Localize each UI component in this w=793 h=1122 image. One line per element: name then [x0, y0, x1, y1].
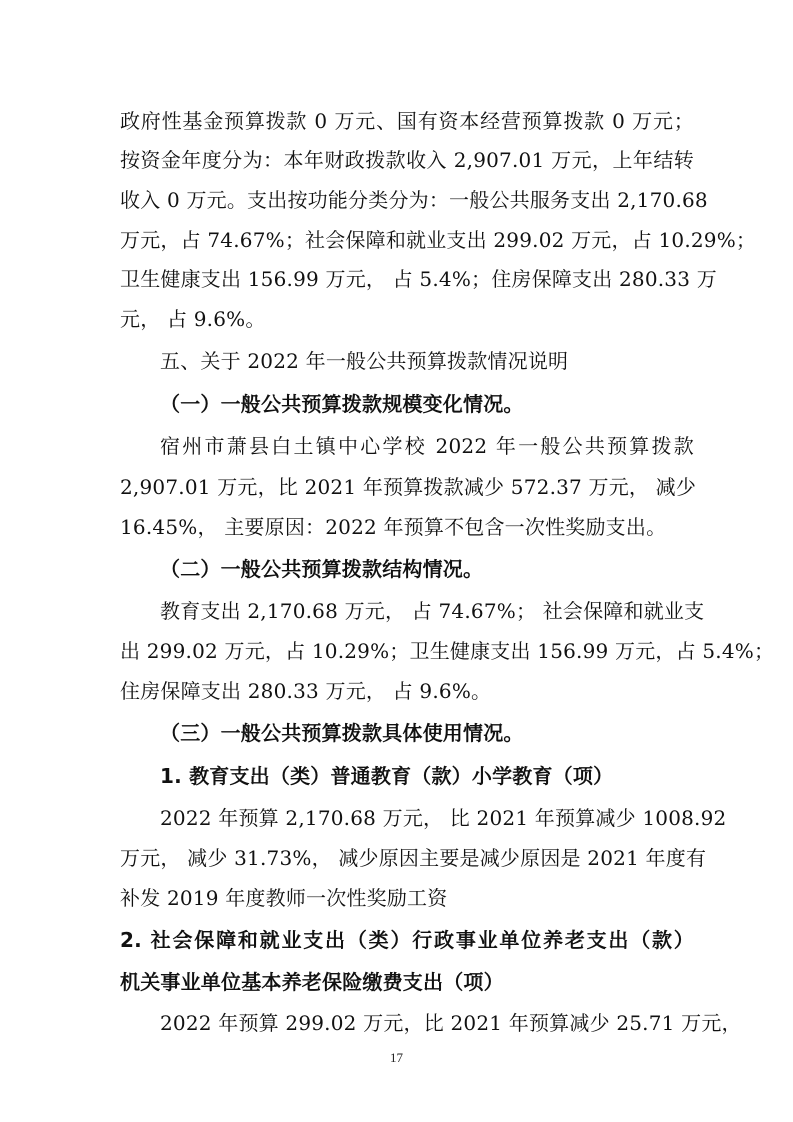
page-number: 17	[390, 1050, 403, 1065]
body-line: 卫生健康支出 156.99 万元， 占 5.4%；住房保障支出 280.33 万	[120, 267, 717, 291]
item-heading: 2. 社会保障和就业支出（类）行政事业单位养老支出（款）	[120, 928, 694, 952]
subsection-heading: （三）一般公共预算拨款具体使用情况。	[160, 721, 524, 745]
body-line: 补发 2019 年度教师一次性奖励工资	[120, 886, 448, 910]
body-line: 16.45%， 主要原因：2022 年预算不包含一次性奖励支出。	[120, 515, 667, 539]
subsection-heading: （一）一般公共预算拨款规模变化情况。	[160, 392, 524, 416]
item-heading: 1. 教育支出（类）普通教育（款）小学教育（项）	[160, 764, 614, 788]
body-line: 元， 占 9.6%。	[120, 307, 266, 331]
subsection-heading: （二）一般公共预算拨款结构情况。	[160, 557, 484, 581]
body-line: 2022 年预算 299.02 万元，比 2021 年预算减少 25.71 万元，	[160, 1011, 742, 1035]
body-line: 出 299.02 万元，占 10.29%；卫生健康支出 156.99 万元，占 5.4%；	[120, 639, 775, 663]
section-heading: 五、关于 2022 年一般公共预算拨款情况说明	[160, 349, 569, 373]
body-line: 政府性基金预算拨款 0 万元、国有资本经营预算拨款 0 万元；	[120, 109, 694, 133]
body-line: 收入 0 万元。支出按功能分类分为：一般公共服务支出 2,170.68	[120, 188, 708, 212]
body-line: 宿州市萧县白土镇中心学校 2022 年一般公共预算拨款	[160, 434, 694, 458]
body-line: 住房保障支出 280.33 万元， 占 9.6%。	[120, 679, 492, 703]
body-line: 万元， 减少 31.73%， 减少原因主要是减少原因是 2021 年度有	[120, 846, 707, 870]
body-line: 按资金年度分为：本年财政拨款收入 2,907.01 万元，上年结转	[120, 148, 694, 172]
body-line: 万元，占 74.67%；社会保障和就业支出 299.02 万元，占 10.29%；	[120, 228, 757, 252]
body-line: 教育支出 2,170.68 万元， 占 74.67%； 社会保障和就业支	[160, 599, 705, 623]
body-line: 2,907.01 万元，比 2021 年预算拨款减少 572.37 万元， 减少	[120, 475, 697, 499]
body-line: 2022 年预算 2,170.68 万元， 比 2021 年预算减少 1008.92	[160, 806, 727, 830]
item-heading: 机关事业单位基本养老保险缴费支出（项）	[120, 970, 504, 994]
